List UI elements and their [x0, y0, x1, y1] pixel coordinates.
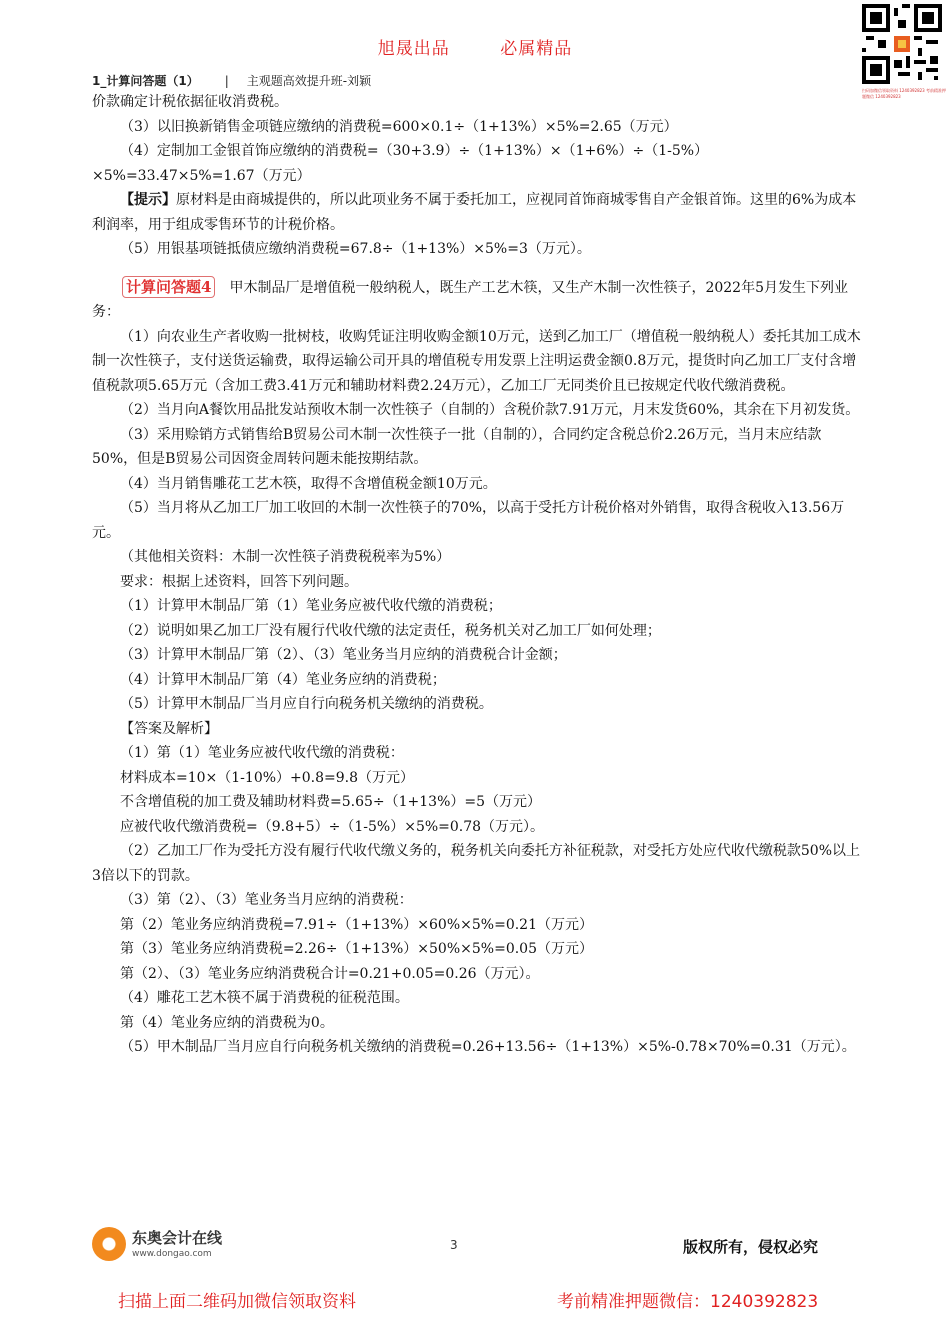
- paragraph: （3）以旧换新销售金项链应缴纳的消费税=600×0.1÷（1+13%）×5%=2.65（万元）: [120, 118, 678, 135]
- paragraph: （5）用银基项链抵债应缴纳消费税=67.8÷（1+13%）×5%=3（万元）。: [120, 241, 591, 257]
- answer-line: 第（2）笔业务应纳消费税=7.91÷（1+13%）×60%×5%=0.21（万元）: [120, 916, 593, 933]
- answer-line: （3）第（2）、（3）笔业务当月应纳的消费税：: [120, 892, 413, 908]
- header-separator: |: [224, 74, 229, 88]
- paragraph: ×5%=33.47×5%=1.67（万元）: [92, 167, 311, 184]
- answer-line: （2）乙加工厂作为受托方没有履行代收代缴义务的，税务机关向委托方补征税款，对受托方处应代收代缴税款50%以上3倍以下的罚款。: [92, 843, 861, 884]
- tip-paragraph: [92, 188, 862, 237]
- logo-brand: 东奥会计在线: [132, 1229, 223, 1247]
- requirement-item: （5）计算甲木制品厂当月应自行向税务机关缴纳的消费税。: [120, 696, 493, 712]
- tip-text: 原材料是由商城提供的，所以此项业务不属于委托加工，应视同首饰商城零售自产金银首饰。这里的6%为成本利润率，用于组成零售环节的计税价格。: [92, 192, 857, 233]
- header-subtitle: 主观题高效提升班-刘颖: [246, 74, 372, 88]
- document-body: [92, 90, 862, 1060]
- business-item: （其他相关资料：木制一次性筷子消费税税率为5%）: [120, 549, 451, 565]
- requirement-intro: 要求：根据上述资料，回答下列问题。: [120, 573, 358, 590]
- page-header: [92, 72, 371, 89]
- top-banner: [0, 34, 950, 59]
- header-title: 1_计算问答题（1）: [92, 74, 199, 88]
- requirement-item: （2）说明如果乙加工厂没有履行代收代缴的法定责任，税务机关对乙加工厂如何处理；: [120, 622, 661, 639]
- answer-line: 材料成本=10×（1-10%）+0.8=9.8（万元）: [120, 769, 415, 786]
- requirement-item: （1）计算甲木制品厂第（1）笔业务应被代收代缴的消费税；: [120, 598, 502, 614]
- business-item: （1）向农业生产者收购一批树枝，收购凭证注明收购金额10万元，送到乙加工厂（增值税一般纳税人）委托其加工成木制一次性筷子，支付送货运输费，取得运输公司开具的增值税专用发票上注明运费金额0.8万元，提货时向乙加工厂支付含增值税款项5.65万元（含加工费3.41万元和辅助材料费2.24万元），乙加工厂无同类价且已按规定代收代缴消费税。: [92, 328, 861, 394]
- answer-line: 应被代收代缴消费税=（9.8+5）÷（1-5%）×5%=0.78（万元）。: [120, 818, 545, 835]
- copyright-text: 版权所有，侵权必究: [683, 1238, 819, 1256]
- answer-line: 第（3）笔业务应纳消费税=2.26÷（1+13%）×50%×5%=0.05（万元）: [120, 941, 593, 957]
- answer-line: 第（4）笔业务应纳的消费税为0。: [120, 1014, 334, 1031]
- answer-title: 【答案及解析】: [120, 720, 218, 737]
- business-item: （4）当月销售雕花工艺木筷，取得不含增值税金额10万元。: [120, 475, 497, 492]
- answer-line: 第（2）、（3）笔业务应纳消费税合计=0.21+0.05=0.26（万元）。: [120, 965, 540, 982]
- dongao-logo: [92, 1225, 252, 1267]
- banner-left-text: 旭晟出品: [377, 39, 450, 59]
- qr-code-icon[interactable]: [862, 4, 942, 84]
- banner-right-text: 必属精品: [500, 39, 573, 59]
- business-item: （3）采用赊销方式销售给B贸易公司木制一次性筷子一批（自制的），合同约定含税总价2.26万元，当月末应结款50%，但是B贸易公司因资金周转问题未能按期结款。: [92, 426, 822, 467]
- logo-icon: [92, 1227, 126, 1261]
- bottom-right-promo: 考前精准押题微信：1240392823: [557, 1292, 819, 1312]
- question-intro: [92, 276, 862, 325]
- answer-line: （1）第（1）笔业务应被代收代缴的消费税：: [120, 745, 404, 761]
- business-item: （5）当月将从乙加工厂加工收回的木制一次性筷子的70%，以高于受托方计税价格对外销售，取得含税收入13.56万元。: [92, 500, 845, 541]
- page-number: 3: [450, 1238, 458, 1252]
- qr-note: 扫码加微信领取资料 1240392823 考前精准押题微信 1240392823: [862, 88, 946, 99]
- paragraph: 价款确定计税依据征收消费税。: [92, 94, 288, 110]
- paragraph: （4）定制加工金银首饰应缴纳的消费税=（30+3.9）÷（1+13%）×（1+6%）÷（1-5%）: [120, 143, 709, 159]
- tip-label: 【提示】: [120, 192, 176, 208]
- business-item: （2）当月向A餐饮用品批发站预收木制一次性筷子（自制的）含税价款7.91万元，月末发货60%，其余在下月初发货。: [120, 402, 860, 418]
- answer-line: 不含增值税的加工费及辅助材料费=5.65÷（1+13%）=5（万元）: [120, 794, 542, 810]
- question-intro-text: 甲木制品厂是增值税一般纳税人，既生产工艺木筷，又生产木制一次性筷子，2022年5月发生下列业务：: [92, 279, 848, 320]
- answer-line: （5）甲木制品厂当月应自行向税务机关缴纳的消费税=0.26+13.56÷（1+13%）×5%-0.78×70%=0.31（万元）。: [120, 1039, 856, 1055]
- requirement-item: （4）计算甲木制品厂第（4）笔业务应纳的消费税；: [120, 671, 446, 688]
- question-tag: 计算问答题4: [122, 276, 215, 298]
- logo-url: www.dongao.com: [132, 1249, 212, 1259]
- bottom-left-promo: 扫描上面二维码加微信领取资料: [118, 1292, 356, 1312]
- requirement-item: （3）计算甲木制品厂第（2）、（3）笔业务当月应纳的消费税合计金额；: [120, 647, 567, 663]
- answer-line: （4）雕花工艺木筷不属于消费税的征税范围。: [120, 990, 409, 1006]
